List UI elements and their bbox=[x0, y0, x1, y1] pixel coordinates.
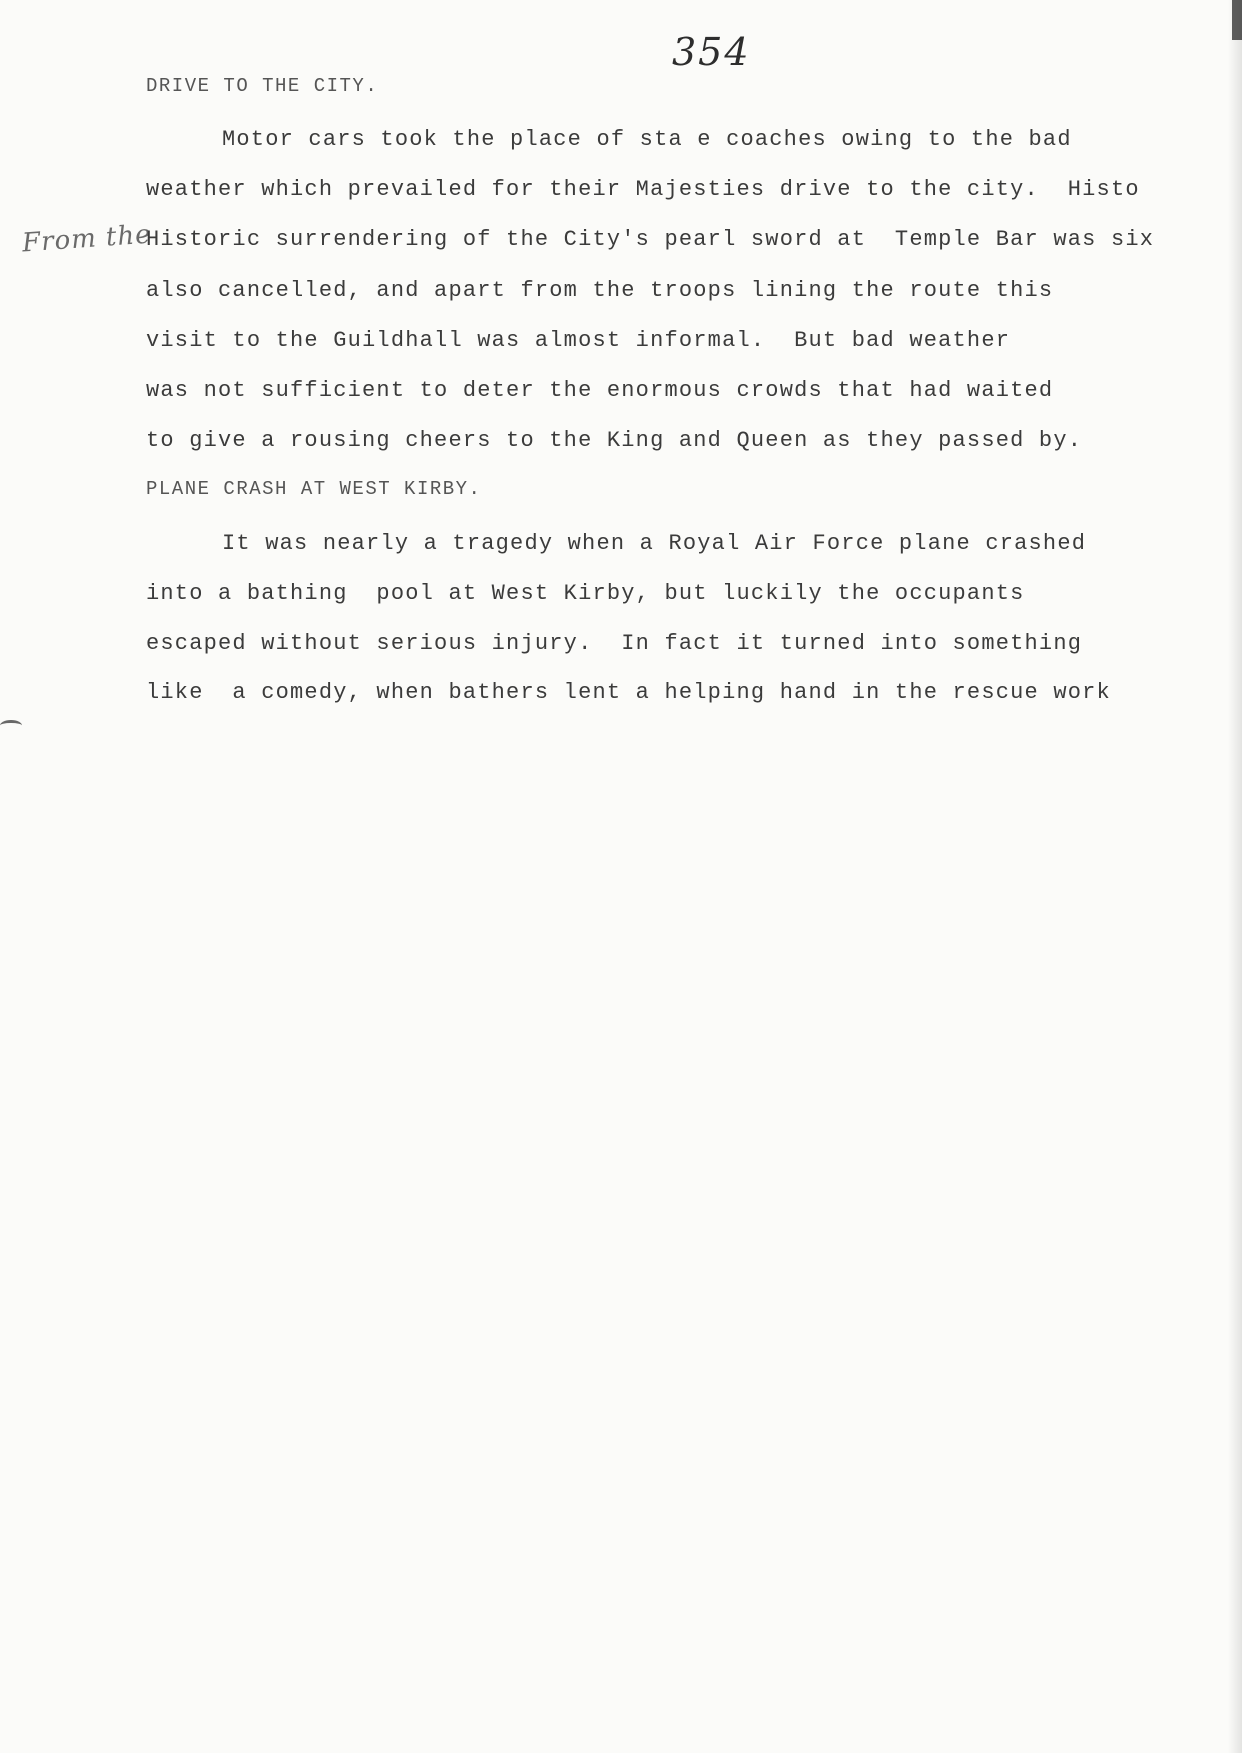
section-heading-drive-to-the-city: DRIVE TO THE CITY. bbox=[146, 75, 379, 97]
paragraph-line: Motor cars took the place of sta e coaches owing to the bad bbox=[222, 127, 1072, 152]
paragraph-line: visit to the Guildhall was almost informal. But bad weather bbox=[146, 328, 1011, 353]
paper-corner-mark bbox=[1232, 0, 1242, 40]
section-heading-plane-crash: PLANE CRASH AT WEST KIRBY. bbox=[146, 478, 482, 500]
paper-edge-shadow bbox=[1228, 0, 1242, 1753]
paragraph-line: also cancelled, and apart from the troops lining the route this bbox=[146, 278, 1054, 303]
paper-smudge-mark bbox=[0, 720, 22, 731]
paragraph-line: It was nearly a tragedy when a Royal Air Force plane crashed bbox=[222, 531, 1087, 556]
handwritten-margin-note: From the bbox=[21, 219, 153, 259]
paragraph-line: like a comedy, when bathers lent a helping hand in the rescue work bbox=[146, 680, 1111, 705]
paragraph-line: weather which prevailed for their Majesties drive to the city. Histo bbox=[146, 177, 1140, 202]
paragraph-line: to give a rousing cheers to the King and Queen as they passed by. bbox=[146, 428, 1083, 453]
handwritten-page-number: 354 bbox=[672, 30, 751, 74]
paragraph-line: escaped without serious injury. In fact it turned into something bbox=[146, 631, 1083, 656]
paragraph-line: was not sufficient to deter the enormous crowds that had waited bbox=[146, 378, 1054, 403]
paragraph-line: into a bathing pool at West Kirby, but luckily the occupants bbox=[146, 581, 1025, 606]
paragraph-line: Historic surrendering of the City's pearl sword at Temple Bar was six bbox=[146, 227, 1155, 252]
